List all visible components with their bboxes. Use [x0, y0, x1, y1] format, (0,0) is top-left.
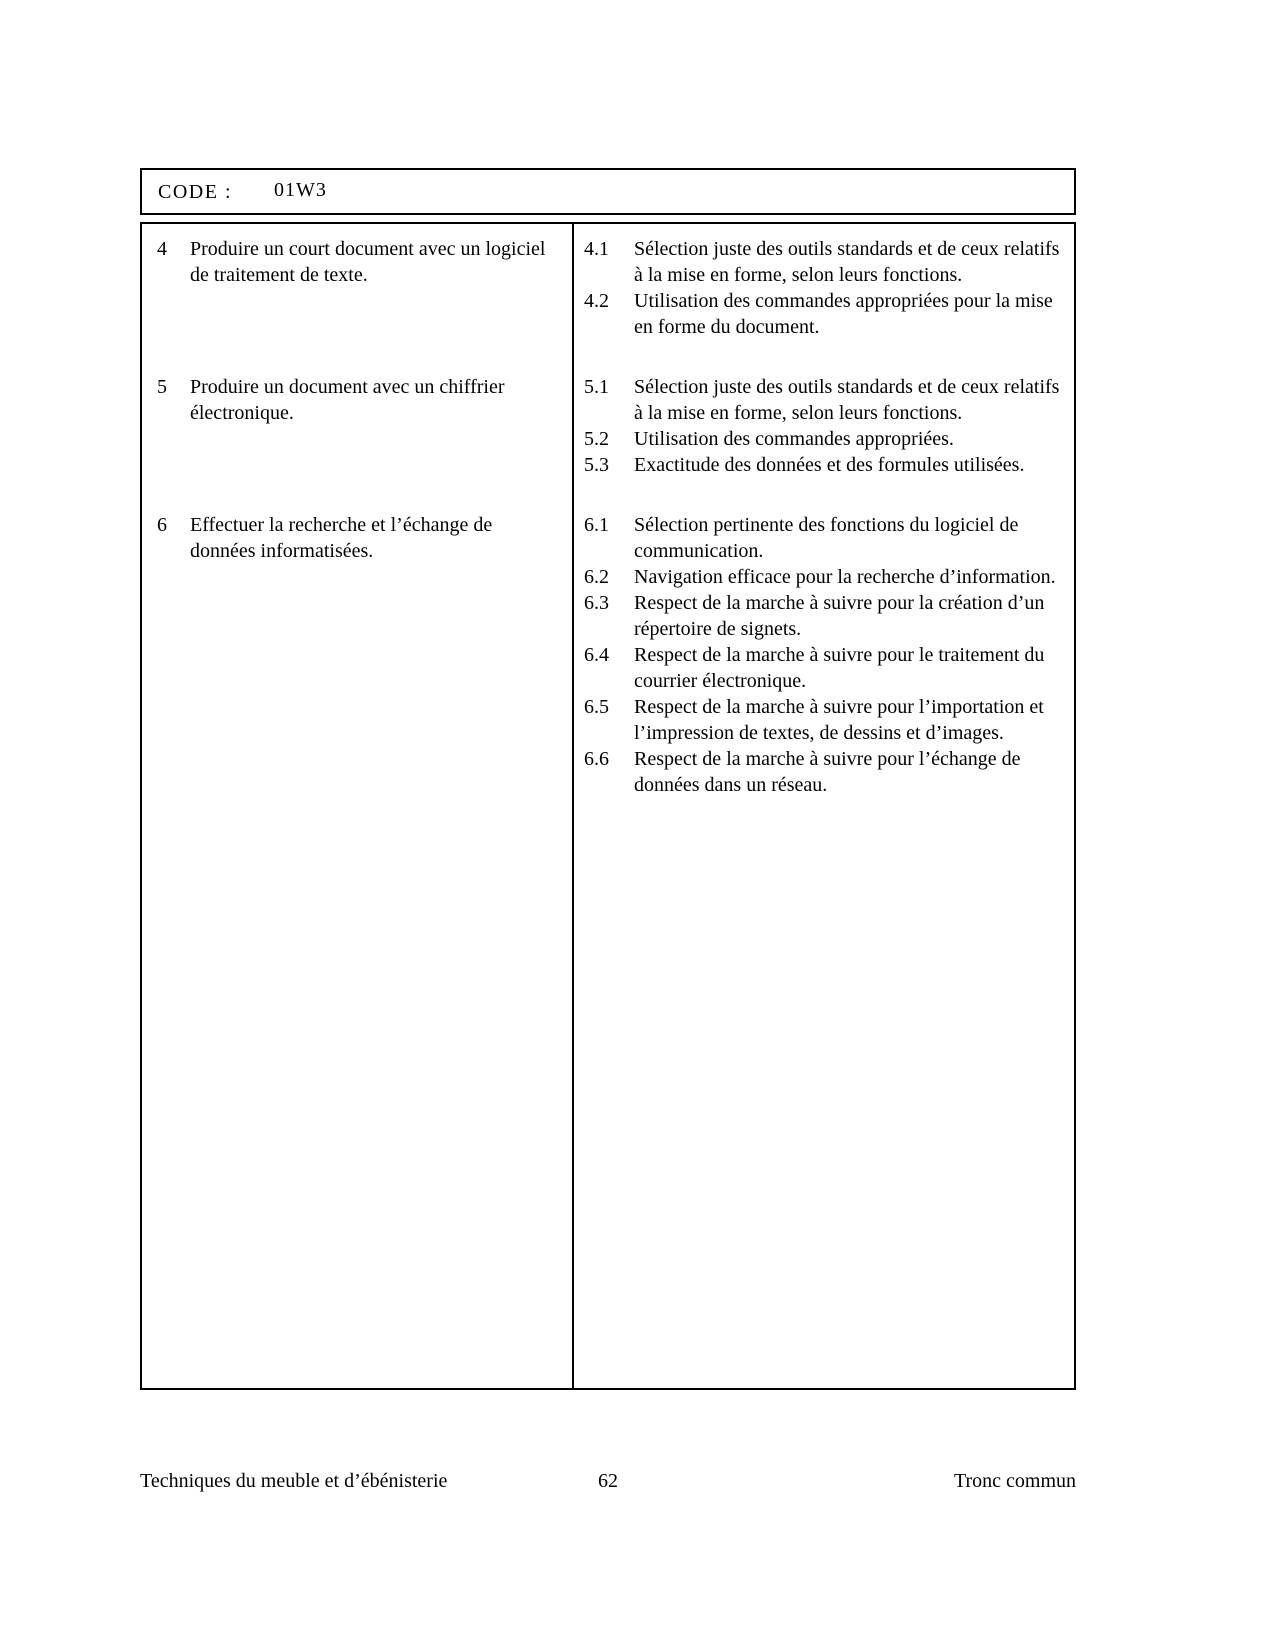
- criteria-cell: [572, 236, 1074, 340]
- criterion-number: 6.1: [584, 514, 609, 536]
- column-divider: [572, 224, 574, 1388]
- criterion: [584, 642, 1060, 694]
- criterion-number: 6.3: [584, 592, 609, 614]
- table-row: [142, 236, 1074, 374]
- criterion-text: Utilisation des commandes appropriées.: [634, 428, 954, 450]
- criterion-number: 6.2: [584, 566, 609, 588]
- objective-text: Effectuer la recherche et l’échange de données informatisées.: [190, 514, 493, 562]
- criterion-number: 6.4: [584, 644, 609, 666]
- criterion-text: Respect de la marche à suivre pour le traitement du courrier électronique.: [634, 644, 1045, 692]
- criterion: [584, 288, 1060, 340]
- criterion-number: 4.1: [584, 238, 609, 260]
- objective-number: 5: [157, 376, 167, 398]
- code-value: 01W3: [274, 178, 327, 201]
- criterion-text: Respect de la marche à suivre pour l’importation et l’impression de textes, de dessins et d’images.: [634, 696, 1044, 744]
- objective-text: Produire un document avec un chiffrier électronique.: [190, 376, 505, 424]
- objective-number: 6: [157, 514, 167, 536]
- criterion-text: Navigation efficace pour la recherche d’information.: [634, 566, 1056, 588]
- criteria-cell: [572, 374, 1074, 478]
- table-row: [142, 512, 1074, 832]
- criterion: [584, 452, 1060, 478]
- criterion-text: Respect de la marche à suivre pour l’échange de données dans un réseau.: [634, 748, 1021, 796]
- code-header-box: [140, 168, 1076, 215]
- criterion-text: Sélection juste des outils standards et de ceux relatifs à la mise en forme, selon leurs fonctions.: [634, 238, 1060, 286]
- objective-cell: [142, 512, 572, 798]
- criterion: [584, 590, 1060, 642]
- criterion: [584, 694, 1060, 746]
- criterion-text: Respect de la marche à suivre pour la création d’un répertoire de signets.: [634, 592, 1045, 640]
- code-label: CODE :: [158, 180, 232, 203]
- criterion-text: Utilisation des commandes appropriées pour la mise en forme du document.: [634, 290, 1053, 338]
- footer-section-name: Tronc commun: [953, 1470, 1076, 1492]
- criterion: [584, 746, 1060, 798]
- objective: [157, 374, 548, 426]
- criterion-text: Exactitude des données et des formules utilisées.: [634, 454, 1025, 476]
- criterion-number: 6.6: [584, 748, 609, 770]
- criterion-number: 4.2: [584, 290, 609, 312]
- footer-page-number: 62: [598, 1470, 618, 1492]
- objective: [157, 236, 548, 288]
- criterion-number: 5.2: [584, 428, 609, 450]
- criterion: [584, 236, 1060, 288]
- table-row: [142, 374, 1074, 512]
- criteria-cell: [572, 512, 1074, 798]
- criterion: [584, 512, 1060, 564]
- criterion-number: 5.3: [584, 454, 609, 476]
- criterion-text: Sélection juste des outils standards et de ceux relatifs à la mise en forme, selon leurs fonctions.: [634, 376, 1060, 424]
- criterion: [584, 374, 1060, 426]
- objective-text: Produire un court document avec un logiciel de traitement de texte.: [190, 238, 546, 286]
- footer-document-title: Techniques du meuble et d’ébénisterie: [140, 1470, 448, 1492]
- criterion: [584, 564, 1060, 590]
- criterion-number: 6.5: [584, 696, 609, 718]
- criterion-text: Sélection pertinente des fonctions du logiciel de communication.: [634, 514, 1019, 562]
- objective: [157, 512, 548, 564]
- page-footer: [140, 1468, 1076, 1494]
- criterion: [584, 426, 1060, 452]
- criterion-number: 5.1: [584, 376, 609, 398]
- objective-cell: [142, 374, 572, 478]
- objectives-criteria-table: [140, 222, 1076, 1390]
- objective-number: 4: [157, 238, 167, 260]
- objective-cell: [142, 236, 572, 340]
